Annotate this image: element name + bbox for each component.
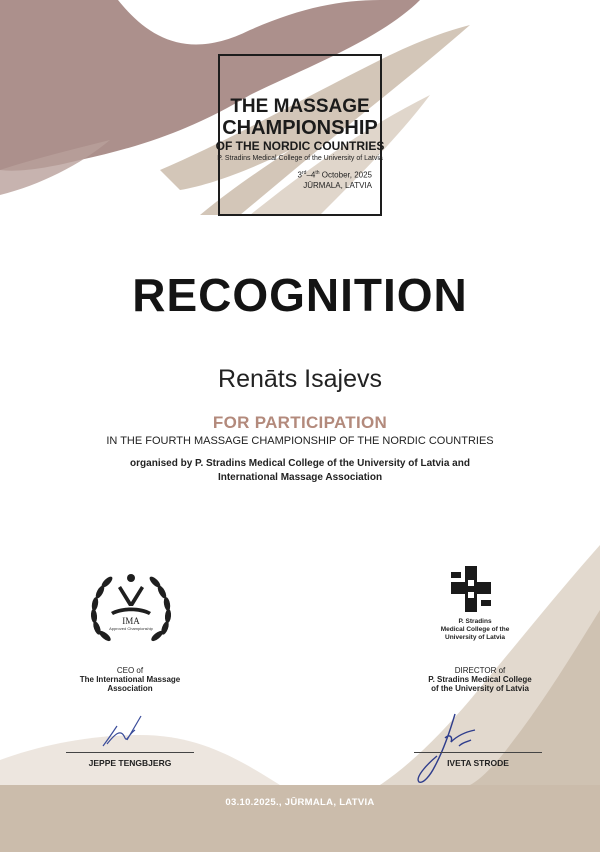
championship-dates (260, 170, 372, 180)
dates-dash: –4 (306, 170, 316, 180)
championship-description: IN THE FOURTH MASSAGE CHAMPIONSHIP OF THE NORDIC COUNTRIES (106, 435, 494, 447)
left-role-prefix: CEO of (116, 666, 144, 675)
championship-title-line2: CHAMPIONSHIP (222, 117, 378, 139)
championship-location: JŪRMALA, LATVIA (303, 181, 372, 190)
college-logo-line3: University of Latvia (445, 634, 505, 641)
college-logo-line1: P. Stradins (458, 618, 492, 625)
recipient-name: Renāts Isajevs (218, 365, 382, 393)
championship-title-line1: THE MASSAGE (230, 96, 370, 117)
ima-laurel-logo (85, 570, 177, 652)
dates-rest: October, 2025 (319, 170, 372, 180)
participation-heading: FOR PARTICIPATION (212, 413, 388, 432)
right-role-prefix: DIRECTOR of (454, 666, 506, 675)
college-logo-text (430, 618, 520, 642)
dates-sup2: th (315, 170, 320, 176)
college-cross-logo (451, 566, 491, 612)
left-signatory-name: JEPPE TENGBJERG (88, 758, 172, 768)
dates-start: 3 (297, 170, 302, 180)
left-org-line1: The International Massage (79, 675, 181, 684)
certificate-title: RECOGNITION (132, 269, 468, 321)
footer-band (0, 785, 600, 852)
right-org-line1: P. Stradins Medical College (428, 675, 532, 684)
organiser-line1: organised by P. Stradins Medical College of the University of Latvia and (130, 458, 470, 469)
ima-logo-text: IMA (122, 616, 140, 626)
right-org-line2: of the University of Latvia (431, 684, 529, 693)
championship-college: P. Stradins Medical College of the University of Latvia (217, 155, 383, 162)
left-handwritten-signature (95, 712, 165, 752)
left-signatory-role (60, 666, 200, 693)
right-signatory-name: IVETA STRODE (447, 758, 509, 768)
left-signature-line (66, 752, 194, 753)
ima-logo-subtext: Approved Championship (109, 626, 153, 631)
college-logo-line2: Medical College of the (440, 626, 510, 633)
championship-title-line3: OF THE NORDIC COUNTRIES (215, 139, 385, 153)
dates-sup1: rd (301, 170, 307, 176)
left-org-line2: Association (107, 684, 153, 693)
right-signature-line (414, 752, 542, 753)
organiser-description (0, 457, 600, 485)
right-handwritten-signature (415, 706, 495, 791)
right-signatory-role (400, 666, 560, 693)
footer-date-location: 03.10.2025., JŪRMALA, LATVIA (225, 797, 375, 808)
organiser-line2: International Massage Association (217, 472, 383, 483)
